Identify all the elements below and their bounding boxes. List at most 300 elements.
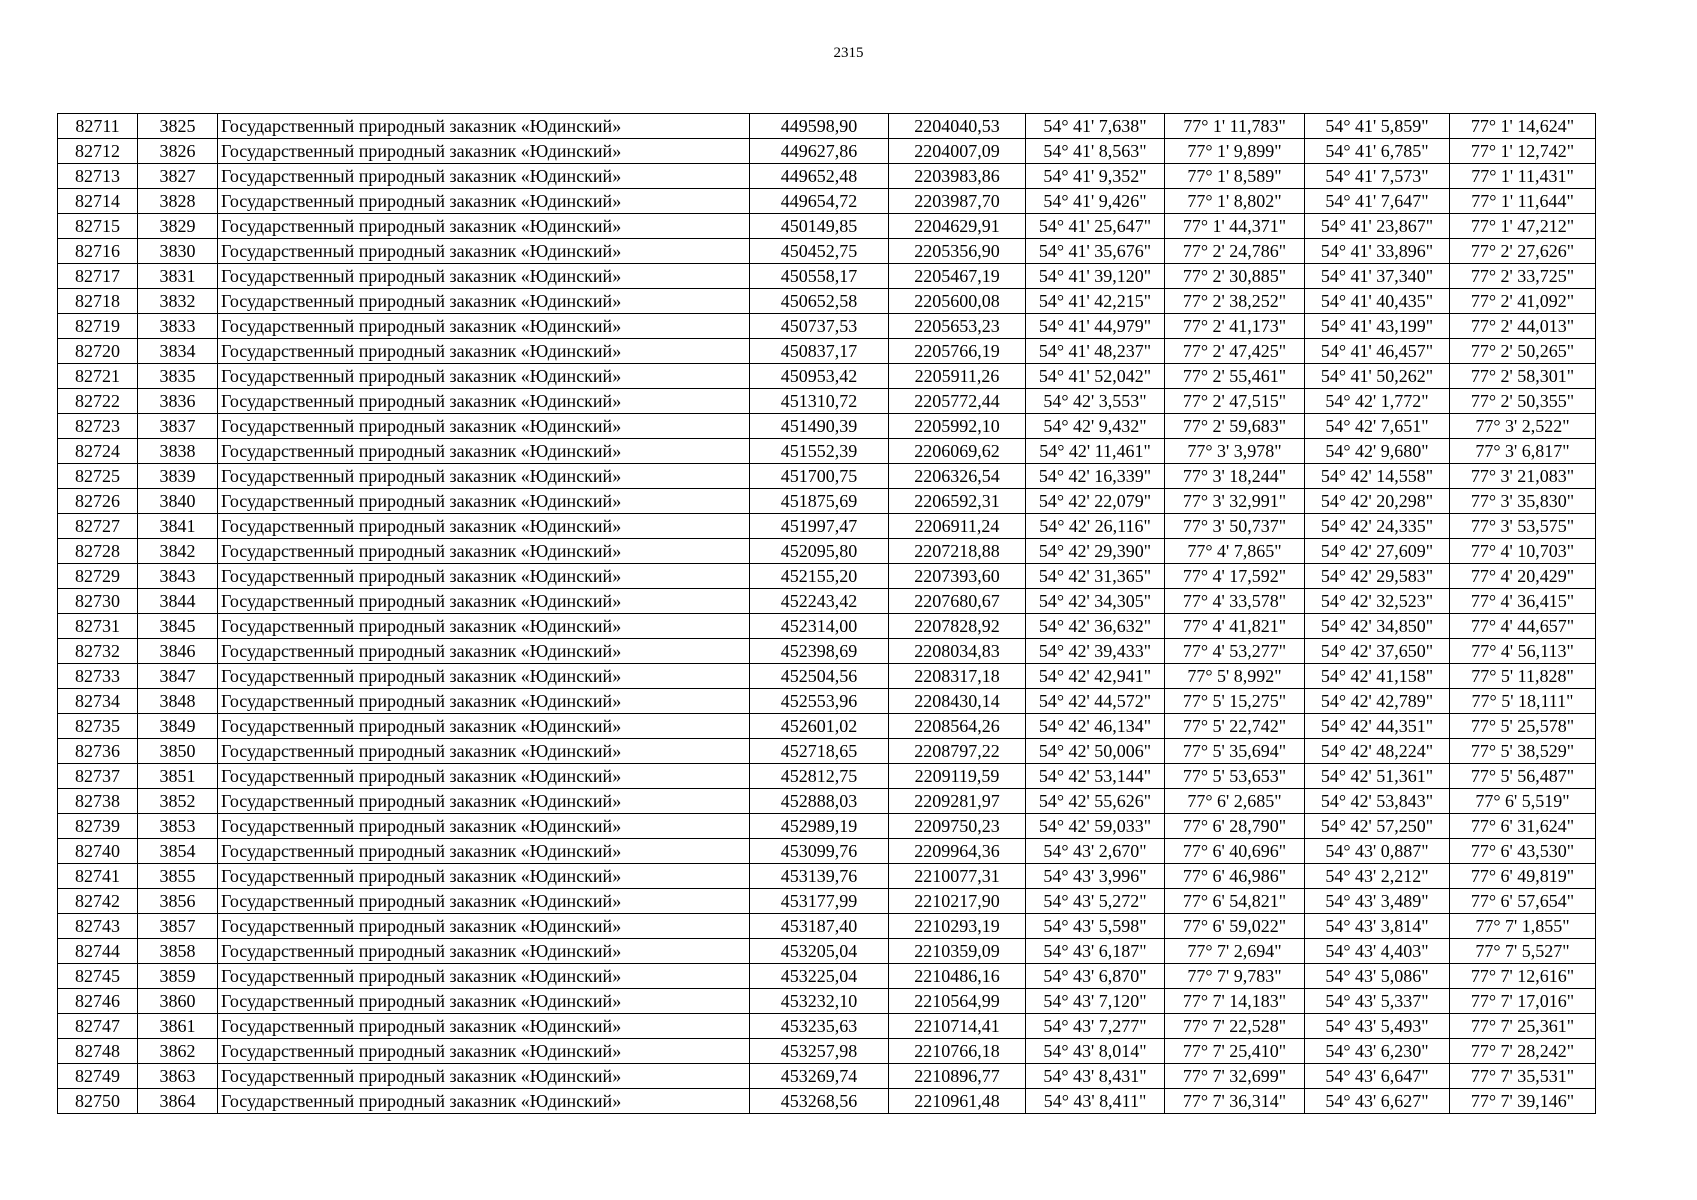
coord-x-cell: 452812,75: [750, 764, 889, 789]
coord-y-cell: 2205911,26: [889, 364, 1026, 389]
row-number-cell: 82743: [58, 914, 138, 939]
latitude-alt-cell: 54° 42' 20,298": [1305, 489, 1450, 514]
longitude-cell: 77° 5' 53,653": [1165, 764, 1305, 789]
latitude-alt-cell: 54° 43' 6,627": [1305, 1089, 1450, 1114]
point-number-cell: 3846: [138, 639, 218, 664]
coord-x-cell: 452095,80: [750, 539, 889, 564]
table-row: [58, 989, 1596, 1014]
latitude-alt-cell: 54° 41' 7,647": [1305, 189, 1450, 214]
longitude-cell: 77° 3' 32,991": [1165, 489, 1305, 514]
latitude-cell: 54° 41' 42,215": [1026, 289, 1165, 314]
row-number-cell: 82742: [58, 889, 138, 914]
longitude-alt-cell: 77° 4' 44,657": [1450, 614, 1596, 639]
point-number-cell: 3854: [138, 839, 218, 864]
coord-y-cell: 2209964,36: [889, 839, 1026, 864]
coord-x-cell: 452504,56: [750, 664, 889, 689]
coord-y-cell: 2207828,92: [889, 614, 1026, 639]
row-number-cell: 82735: [58, 714, 138, 739]
row-number-cell: 82741: [58, 864, 138, 889]
row-number-cell: 82744: [58, 939, 138, 964]
latitude-cell: 54° 42' 42,941": [1026, 664, 1165, 689]
longitude-alt-cell: 77° 7' 12,616": [1450, 964, 1596, 989]
latitude-alt-cell: 54° 42' 34,850": [1305, 614, 1450, 639]
object-name-cell: Государственный природный заказник «Юдинский»: [218, 714, 750, 739]
latitude-cell: 54° 41' 35,676": [1026, 239, 1165, 264]
point-number-cell: 3844: [138, 589, 218, 614]
object-name-cell: Государственный природный заказник «Юдинский»: [218, 164, 750, 189]
longitude-cell: 77° 2' 59,683": [1165, 414, 1305, 439]
row-number-cell: 82724: [58, 439, 138, 464]
longitude-cell: 77° 5' 15,275": [1165, 689, 1305, 714]
table-row: [58, 214, 1596, 239]
latitude-cell: 54° 43' 6,187": [1026, 939, 1165, 964]
coord-y-cell: 2209281,97: [889, 789, 1026, 814]
coord-x-cell: 452243,42: [750, 589, 889, 614]
table-row: [58, 1014, 1596, 1039]
coord-x-cell: 451490,39: [750, 414, 889, 439]
longitude-cell: 77° 7' 36,314": [1165, 1089, 1305, 1114]
coord-x-cell: 450558,17: [750, 264, 889, 289]
row-number-cell: 82740: [58, 839, 138, 864]
latitude-cell: 54° 42' 22,079": [1026, 489, 1165, 514]
table-row: [58, 139, 1596, 164]
latitude-alt-cell: 54° 43' 3,814": [1305, 914, 1450, 939]
coord-y-cell: 2206911,24: [889, 514, 1026, 539]
object-name-cell: Государственный природный заказник «Юдинский»: [218, 864, 750, 889]
object-name-cell: Государственный природный заказник «Юдинский»: [218, 189, 750, 214]
coord-y-cell: 2203987,70: [889, 189, 1026, 214]
object-name-cell: Государственный природный заказник «Юдинский»: [218, 1014, 750, 1039]
coord-x-cell: 450737,53: [750, 314, 889, 339]
point-number-cell: 3831: [138, 264, 218, 289]
latitude-cell: 54° 43' 3,996": [1026, 864, 1165, 889]
coord-y-cell: 2210359,09: [889, 939, 1026, 964]
latitude-cell: 54° 42' 36,632": [1026, 614, 1165, 639]
coordinates-table: [57, 113, 1596, 1114]
longitude-cell: 77° 4' 41,821": [1165, 614, 1305, 639]
longitude-cell: 77° 2' 55,461": [1165, 364, 1305, 389]
latitude-cell: 54° 41' 9,352": [1026, 164, 1165, 189]
latitude-cell: 54° 43' 8,014": [1026, 1039, 1165, 1064]
table-row: [58, 714, 1596, 739]
latitude-cell: 54° 42' 44,572": [1026, 689, 1165, 714]
object-name-cell: Государственный природный заказник «Юдинский»: [218, 589, 750, 614]
point-number-cell: 3841: [138, 514, 218, 539]
longitude-alt-cell: 77° 3' 2,522": [1450, 414, 1596, 439]
longitude-cell: 77° 7' 32,699": [1165, 1064, 1305, 1089]
table-row: [58, 589, 1596, 614]
latitude-cell: 54° 42' 29,390": [1026, 539, 1165, 564]
coord-y-cell: 2204007,09: [889, 139, 1026, 164]
page-number: 2315: [833, 45, 864, 61]
latitude-cell: 54° 42' 53,144": [1026, 764, 1165, 789]
coord-x-cell: 450149,85: [750, 214, 889, 239]
object-name-cell: Государственный природный заказник «Юдинский»: [218, 564, 750, 589]
longitude-cell: 77° 7' 9,783": [1165, 964, 1305, 989]
latitude-alt-cell: 54° 41' 23,867": [1305, 214, 1450, 239]
longitude-cell: 77° 2' 24,786": [1165, 239, 1305, 264]
longitude-cell: 77° 2' 30,885": [1165, 264, 1305, 289]
coord-y-cell: 2210766,18: [889, 1039, 1026, 1064]
point-number-cell: 3857: [138, 914, 218, 939]
longitude-alt-cell: 77° 6' 57,654": [1450, 889, 1596, 914]
latitude-alt-cell: 54° 43' 6,230": [1305, 1039, 1450, 1064]
latitude-cell: 54° 43' 7,120": [1026, 989, 1165, 1014]
longitude-alt-cell: 77° 4' 10,703": [1450, 539, 1596, 564]
point-number-cell: 3839: [138, 464, 218, 489]
coord-y-cell: 2210293,19: [889, 914, 1026, 939]
latitude-alt-cell: 54° 42' 27,609": [1305, 539, 1450, 564]
latitude-alt-cell: 54° 42' 7,651": [1305, 414, 1450, 439]
longitude-alt-cell: 77° 5' 56,487": [1450, 764, 1596, 789]
row-number-cell: 82717: [58, 264, 138, 289]
coord-y-cell: 2207218,88: [889, 539, 1026, 564]
latitude-cell: 54° 41' 52,042": [1026, 364, 1165, 389]
longitude-alt-cell: 77° 5' 11,828": [1450, 664, 1596, 689]
object-name-cell: Государственный природный заказник «Юдинский»: [218, 964, 750, 989]
latitude-alt-cell: 54° 42' 48,224": [1305, 739, 1450, 764]
row-number-cell: 82728: [58, 539, 138, 564]
coord-x-cell: 450452,75: [750, 239, 889, 264]
point-number-cell: 3832: [138, 289, 218, 314]
longitude-alt-cell: 77° 2' 50,265": [1450, 339, 1596, 364]
latitude-cell: 54° 42' 3,553": [1026, 389, 1165, 414]
coord-y-cell: 2208797,22: [889, 739, 1026, 764]
point-number-cell: 3863: [138, 1064, 218, 1089]
coord-y-cell: 2210714,41: [889, 1014, 1026, 1039]
coord-x-cell: 453205,04: [750, 939, 889, 964]
coord-y-cell: 2207393,60: [889, 564, 1026, 589]
latitude-alt-cell: 54° 42' 29,583": [1305, 564, 1450, 589]
latitude-cell: 54° 42' 16,339": [1026, 464, 1165, 489]
table-row: [58, 739, 1596, 764]
latitude-alt-cell: 54° 42' 1,772": [1305, 389, 1450, 414]
point-number-cell: 3853: [138, 814, 218, 839]
latitude-cell: 54° 41' 44,979": [1026, 314, 1165, 339]
longitude-alt-cell: 77° 6' 5,519": [1450, 789, 1596, 814]
latitude-alt-cell: 54° 43' 5,337": [1305, 989, 1450, 1014]
latitude-alt-cell: 54° 42' 37,650": [1305, 639, 1450, 664]
coord-x-cell: 453225,04: [750, 964, 889, 989]
latitude-alt-cell: 54° 41' 7,573": [1305, 164, 1450, 189]
object-name-cell: Государственный природный заказник «Юдинский»: [218, 464, 750, 489]
object-name-cell: Государственный природный заказник «Юдинский»: [218, 914, 750, 939]
coord-x-cell: 451700,75: [750, 464, 889, 489]
longitude-alt-cell: 77° 7' 1,855": [1450, 914, 1596, 939]
row-number-cell: 82747: [58, 1014, 138, 1039]
row-number-cell: 82739: [58, 814, 138, 839]
latitude-alt-cell: 54° 42' 57,250": [1305, 814, 1450, 839]
longitude-cell: 77° 7' 14,183": [1165, 989, 1305, 1014]
object-name-cell: Государственный природный заказник «Юдинский»: [218, 489, 750, 514]
latitude-cell: 54° 43' 5,272": [1026, 889, 1165, 914]
table-row: [58, 614, 1596, 639]
coord-x-cell: 451552,39: [750, 439, 889, 464]
latitude-cell: 54° 43' 2,670": [1026, 839, 1165, 864]
table-row: [58, 539, 1596, 564]
table-row: [58, 464, 1596, 489]
table-row: [58, 1089, 1596, 1114]
latitude-alt-cell: 54° 42' 9,680": [1305, 439, 1450, 464]
coord-y-cell: 2208430,14: [889, 689, 1026, 714]
row-number-cell: 82716: [58, 239, 138, 264]
longitude-cell: 77° 1' 11,783": [1165, 114, 1305, 139]
latitude-cell: 54° 41' 48,237": [1026, 339, 1165, 364]
table-row: [58, 939, 1596, 964]
object-name-cell: Государственный природный заказник «Юдинский»: [218, 314, 750, 339]
row-number-cell: 82746: [58, 989, 138, 1014]
latitude-alt-cell: 54° 42' 53,843": [1305, 789, 1450, 814]
longitude-cell: 77° 2' 38,252": [1165, 289, 1305, 314]
longitude-cell: 77° 6' 54,821": [1165, 889, 1305, 914]
latitude-alt-cell: 54° 43' 2,212": [1305, 864, 1450, 889]
latitude-alt-cell: 54° 41' 50,262": [1305, 364, 1450, 389]
table-row: [58, 889, 1596, 914]
row-number-cell: 82719: [58, 314, 138, 339]
object-name-cell: Государственный природный заказник «Юдинский»: [218, 1089, 750, 1114]
point-number-cell: 3850: [138, 739, 218, 764]
coord-y-cell: 2207680,67: [889, 589, 1026, 614]
point-number-cell: 3825: [138, 114, 218, 139]
latitude-cell: 54° 41' 9,426": [1026, 189, 1165, 214]
longitude-cell: 77° 6' 2,685": [1165, 789, 1305, 814]
latitude-alt-cell: 54° 41' 5,859": [1305, 114, 1450, 139]
table-row: [58, 339, 1596, 364]
coord-x-cell: 452601,02: [750, 714, 889, 739]
point-number-cell: 3838: [138, 439, 218, 464]
point-number-cell: 3860: [138, 989, 218, 1014]
table-row: [58, 314, 1596, 339]
longitude-cell: 77° 1' 9,899": [1165, 139, 1305, 164]
longitude-alt-cell: 77° 3' 53,575": [1450, 514, 1596, 539]
point-number-cell: 3840: [138, 489, 218, 514]
coord-y-cell: 2208034,83: [889, 639, 1026, 664]
coord-y-cell: 2206592,31: [889, 489, 1026, 514]
coord-y-cell: 2206069,62: [889, 439, 1026, 464]
row-number-cell: 82750: [58, 1089, 138, 1114]
object-name-cell: Государственный природный заказник «Юдинский»: [218, 239, 750, 264]
object-name-cell: Государственный природный заказник «Юдинский»: [218, 114, 750, 139]
latitude-alt-cell: 54° 41' 6,785": [1305, 139, 1450, 164]
table-row: [58, 389, 1596, 414]
longitude-alt-cell: 77° 1' 11,644": [1450, 189, 1596, 214]
point-number-cell: 3861: [138, 1014, 218, 1039]
longitude-cell: 77° 1' 8,589": [1165, 164, 1305, 189]
row-number-cell: 82721: [58, 364, 138, 389]
object-name-cell: Государственный природный заказник «Юдинский»: [218, 839, 750, 864]
longitude-cell: 77° 7' 22,528": [1165, 1014, 1305, 1039]
latitude-cell: 54° 43' 7,277": [1026, 1014, 1165, 1039]
row-number-cell: 82720: [58, 339, 138, 364]
object-name-cell: Государственный природный заказник «Юдинский»: [218, 739, 750, 764]
point-number-cell: 3836: [138, 389, 218, 414]
row-number-cell: 82712: [58, 139, 138, 164]
latitude-cell: 54° 43' 8,431": [1026, 1064, 1165, 1089]
object-name-cell: Государственный природный заказник «Юдинский»: [218, 339, 750, 364]
point-number-cell: 3834: [138, 339, 218, 364]
point-number-cell: 3830: [138, 239, 218, 264]
latitude-cell: 54° 41' 25,647": [1026, 214, 1165, 239]
table-row: [58, 114, 1596, 139]
coord-x-cell: 453177,99: [750, 889, 889, 914]
table-row: [58, 514, 1596, 539]
table-row: [58, 364, 1596, 389]
latitude-alt-cell: 54° 42' 14,558": [1305, 464, 1450, 489]
latitude-cell: 54° 41' 8,563": [1026, 139, 1165, 164]
longitude-cell: 77° 7' 25,410": [1165, 1039, 1305, 1064]
coord-x-cell: 452888,03: [750, 789, 889, 814]
latitude-alt-cell: 54° 43' 5,086": [1305, 964, 1450, 989]
coord-y-cell: 2210077,31: [889, 864, 1026, 889]
row-number-cell: 82731: [58, 614, 138, 639]
longitude-alt-cell: 77° 7' 35,531": [1450, 1064, 1596, 1089]
longitude-cell: 77° 5' 35,694": [1165, 739, 1305, 764]
longitude-alt-cell: 77° 5' 18,111": [1450, 689, 1596, 714]
coord-y-cell: 2205772,44: [889, 389, 1026, 414]
longitude-alt-cell: 77° 7' 39,146": [1450, 1089, 1596, 1114]
longitude-alt-cell: 77° 2' 41,092": [1450, 289, 1596, 314]
row-number-cell: 82729: [58, 564, 138, 589]
coord-y-cell: 2210217,90: [889, 889, 1026, 914]
longitude-cell: 77° 5' 8,992": [1165, 664, 1305, 689]
longitude-cell: 77° 6' 28,790": [1165, 814, 1305, 839]
row-number-cell: 82715: [58, 214, 138, 239]
point-number-cell: 3829: [138, 214, 218, 239]
row-number-cell: 82733: [58, 664, 138, 689]
longitude-alt-cell: 77° 6' 31,624": [1450, 814, 1596, 839]
object-name-cell: Государственный природный заказник «Юдинский»: [218, 764, 750, 789]
row-number-cell: 82723: [58, 414, 138, 439]
longitude-cell: 77° 1' 44,371": [1165, 214, 1305, 239]
latitude-alt-cell: 54° 43' 3,489": [1305, 889, 1450, 914]
table-row: [58, 164, 1596, 189]
coord-x-cell: 450953,42: [750, 364, 889, 389]
point-number-cell: 3837: [138, 414, 218, 439]
point-number-cell: 3862: [138, 1039, 218, 1064]
longitude-alt-cell: 77° 4' 20,429": [1450, 564, 1596, 589]
latitude-cell: 54° 42' 9,432": [1026, 414, 1165, 439]
object-name-cell: Государственный природный заказник «Юдинский»: [218, 989, 750, 1014]
coord-x-cell: 449654,72: [750, 189, 889, 214]
latitude-cell: 54° 42' 31,365": [1026, 564, 1165, 589]
coord-x-cell: 452314,00: [750, 614, 889, 639]
row-number-cell: 82711: [58, 114, 138, 139]
longitude-alt-cell: 77° 3' 6,817": [1450, 439, 1596, 464]
coord-y-cell: 2208317,18: [889, 664, 1026, 689]
latitude-alt-cell: 54° 43' 0,887": [1305, 839, 1450, 864]
point-number-cell: 3835: [138, 364, 218, 389]
coord-y-cell: 2205992,10: [889, 414, 1026, 439]
coord-y-cell: 2210961,48: [889, 1089, 1026, 1114]
coord-x-cell: 450652,58: [750, 289, 889, 314]
latitude-alt-cell: 54° 43' 4,403": [1305, 939, 1450, 964]
object-name-cell: Государственный природный заказник «Юдинский»: [218, 389, 750, 414]
latitude-cell: 54° 42' 11,461": [1026, 439, 1165, 464]
object-name-cell: Государственный природный заказник «Юдинский»: [218, 939, 750, 964]
row-number-cell: 82732: [58, 639, 138, 664]
object-name-cell: Государственный природный заказник «Юдинский»: [218, 614, 750, 639]
latitude-alt-cell: 54° 41' 43,199": [1305, 314, 1450, 339]
row-number-cell: 82734: [58, 689, 138, 714]
coord-y-cell: 2206326,54: [889, 464, 1026, 489]
latitude-alt-cell: 54° 43' 5,493": [1305, 1014, 1450, 1039]
latitude-cell: 54° 43' 5,598": [1026, 914, 1165, 939]
object-name-cell: Государственный природный заказник «Юдинский»: [218, 664, 750, 689]
point-number-cell: 3826: [138, 139, 218, 164]
coord-x-cell: 451997,47: [750, 514, 889, 539]
latitude-alt-cell: 54° 42' 24,335": [1305, 514, 1450, 539]
table-row: [58, 964, 1596, 989]
coord-y-cell: 2204040,53: [889, 114, 1026, 139]
table-row: [58, 1064, 1596, 1089]
longitude-alt-cell: 77° 1' 14,624": [1450, 114, 1596, 139]
point-number-cell: 3858: [138, 939, 218, 964]
table-row: [58, 189, 1596, 214]
object-name-cell: Государственный природный заказник «Юдинский»: [218, 364, 750, 389]
table-row: [58, 1039, 1596, 1064]
coord-x-cell: 453187,40: [750, 914, 889, 939]
coord-x-cell: 453232,10: [750, 989, 889, 1014]
latitude-cell: 54° 42' 50,006": [1026, 739, 1165, 764]
longitude-alt-cell: 77° 5' 25,578": [1450, 714, 1596, 739]
coord-x-cell: 452398,69: [750, 639, 889, 664]
coord-x-cell: 453269,74: [750, 1064, 889, 1089]
point-number-cell: 3842: [138, 539, 218, 564]
point-number-cell: 3856: [138, 889, 218, 914]
point-number-cell: 3828: [138, 189, 218, 214]
coord-x-cell: 453139,76: [750, 864, 889, 889]
latitude-alt-cell: 54° 42' 32,523": [1305, 589, 1450, 614]
latitude-alt-cell: 54° 42' 44,351": [1305, 714, 1450, 739]
object-name-cell: Государственный природный заказник «Юдинский»: [218, 214, 750, 239]
coord-x-cell: 452718,65: [750, 739, 889, 764]
table-row: [58, 289, 1596, 314]
table-row: [58, 664, 1596, 689]
coord-x-cell: 451310,72: [750, 389, 889, 414]
object-name-cell: Государственный природный заказник «Юдинский»: [218, 689, 750, 714]
coord-y-cell: 2208564,26: [889, 714, 1026, 739]
coord-y-cell: 2205766,19: [889, 339, 1026, 364]
coord-y-cell: 2210896,77: [889, 1064, 1026, 1089]
row-number-cell: 82726: [58, 489, 138, 514]
longitude-alt-cell: 77° 1' 11,431": [1450, 164, 1596, 189]
longitude-cell: 77° 6' 59,022": [1165, 914, 1305, 939]
coord-x-cell: 453257,98: [750, 1039, 889, 1064]
point-number-cell: 3864: [138, 1089, 218, 1114]
row-number-cell: 82749: [58, 1064, 138, 1089]
coord-y-cell: 2205653,23: [889, 314, 1026, 339]
coord-y-cell: 2203983,86: [889, 164, 1026, 189]
longitude-cell: 77° 4' 53,277": [1165, 639, 1305, 664]
coord-y-cell: 2205356,90: [889, 239, 1026, 264]
point-number-cell: 3859: [138, 964, 218, 989]
latitude-cell: 54° 42' 34,305": [1026, 589, 1165, 614]
latitude-cell: 54° 43' 8,411": [1026, 1089, 1165, 1114]
point-number-cell: 3833: [138, 314, 218, 339]
coord-y-cell: 2205600,08: [889, 289, 1026, 314]
table-row: [58, 414, 1596, 439]
object-name-cell: Государственный природный заказник «Юдинский»: [218, 539, 750, 564]
latitude-cell: 54° 42' 59,033": [1026, 814, 1165, 839]
table-row: [58, 914, 1596, 939]
object-name-cell: Государственный природный заказник «Юдинский»: [218, 264, 750, 289]
latitude-cell: 54° 43' 6,870": [1026, 964, 1165, 989]
object-name-cell: Государственный природный заказник «Юдинский»: [218, 789, 750, 814]
coord-y-cell: 2209750,23: [889, 814, 1026, 839]
longitude-cell: 77° 4' 7,865": [1165, 539, 1305, 564]
coord-y-cell: 2204629,91: [889, 214, 1026, 239]
longitude-alt-cell: 77° 2' 44,013": [1450, 314, 1596, 339]
